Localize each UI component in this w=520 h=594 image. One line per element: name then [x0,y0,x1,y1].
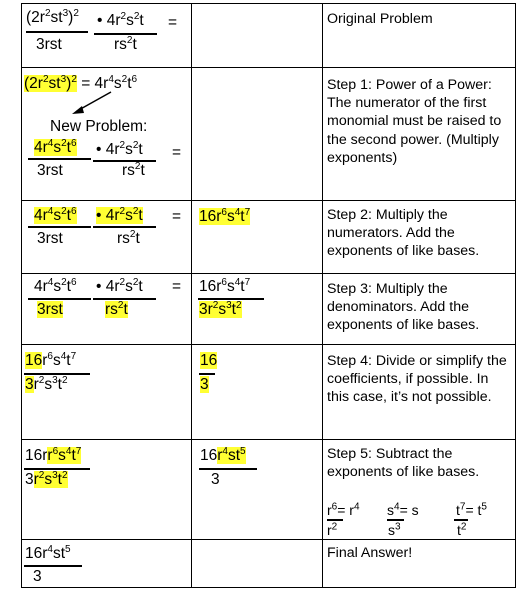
math-step4-coef-den: 3 [200,376,209,393]
math-step3-rnum: $16r^6s^4t^7$ [199,276,251,295]
math-step5-rden: 3 [211,471,220,488]
step-desc-final: Final Answer! [327,545,413,561]
math-step1-d2: $rs^2t$ [122,160,145,179]
rule-s-den: $s^3$ [388,521,401,538]
step-desc-3: Step 3: Multiply the denominators. Add the exponents of like bases. [327,281,480,334]
rule-r: $r^6= r^4$ [327,501,360,518]
math-step3-d1: 3rst [37,301,63,318]
math-step1-eq: = [172,144,182,161]
row-step1 [21,67,516,200]
row-final [21,539,516,588]
math-step5-num: $16rr^6s^4t^7$ [25,445,82,464]
math-final-num: $16r^4st^5$ [25,543,71,562]
new-problem-label: New Problem: [50,118,148,135]
math-step4-num: $16r^6s^4t^7$ [25,350,77,369]
math-step3-d2: $rs^2t$ [105,299,128,318]
rule-r-den: $r^2$ [327,521,338,538]
step-desc-5: Step 5: Subtract the exponents of like bases. [327,446,480,481]
rule-t: $t^7= t^5$ [456,501,487,518]
math-step2-d2: $rs^2t$ [117,228,140,247]
rule-t-den: $t^2$ [457,521,467,538]
math-step2-eq: = [172,208,182,225]
math-step2-d1: 3rst [37,230,63,247]
step-desc-4: Step 4: Divide or simplify the coefficients, if possible. In this case, it’s not possible. [327,353,507,406]
math-step1-lhs: $(2r^2st^3)^2 = 4r^4s^2t^6$ [24,73,138,92]
math-original-d1: 3rst [36,36,62,53]
step-desc-original: Original Problem [327,11,433,27]
row-step3 [21,273,516,344]
arrow-icon [67,89,117,117]
row-original [21,3,516,67]
math-original-eq: = [168,14,178,31]
row-step5 [21,439,516,539]
math-step3-n2: • $4r^2s^2t$ [96,276,143,295]
math-original-n1: $(2r^2st^3)^2$ [26,7,79,26]
math-step2-result: $16r^6s^4t^7$ [199,206,251,225]
math-step5-den: $3r^2s^3t^2$ [25,469,68,488]
math-original-d2: $rs^2t$ [114,34,137,53]
step-desc-2: Step 2: Multiply the numerators. Add the exponents of like bases. [327,207,480,260]
math-step3-rden: $3r^2s^3t^2$ [199,299,242,318]
row-step4 [21,344,516,439]
rule-s: $s^4= s$ [387,501,419,518]
math-step5-rnum: $16r^4st^5$ [200,445,246,464]
math-final-den: 3 [33,568,42,585]
steps-table [21,3,516,588]
math-step1-n2: • $4r^2s^2t$ [96,139,143,158]
math-step1-d1: 3rst [37,162,63,179]
math-step4-den: $3r^2s^3t^2$ [25,374,68,393]
math-step2-n1: $4r^4s^2t^6$ [34,205,77,224]
row-step2 [21,200,516,273]
math-step1-n1: $4r^4s^2t^6$ [34,137,77,156]
math-original-n2: • $4r^2s^2t$ [97,10,144,29]
math-step2-n2: • $4r^2s^2t$ [96,205,143,224]
math-step3-n1: $4r^4s^2t^6$ [34,276,77,295]
step-desc-1: Step 1: Power of a Power: The numerator of the first monomial must be raised to the second power. (Multiply exponents) [327,77,502,166]
math-step4-coef-num: 16 [200,352,218,369]
math-step3-eq: = [172,278,182,295]
